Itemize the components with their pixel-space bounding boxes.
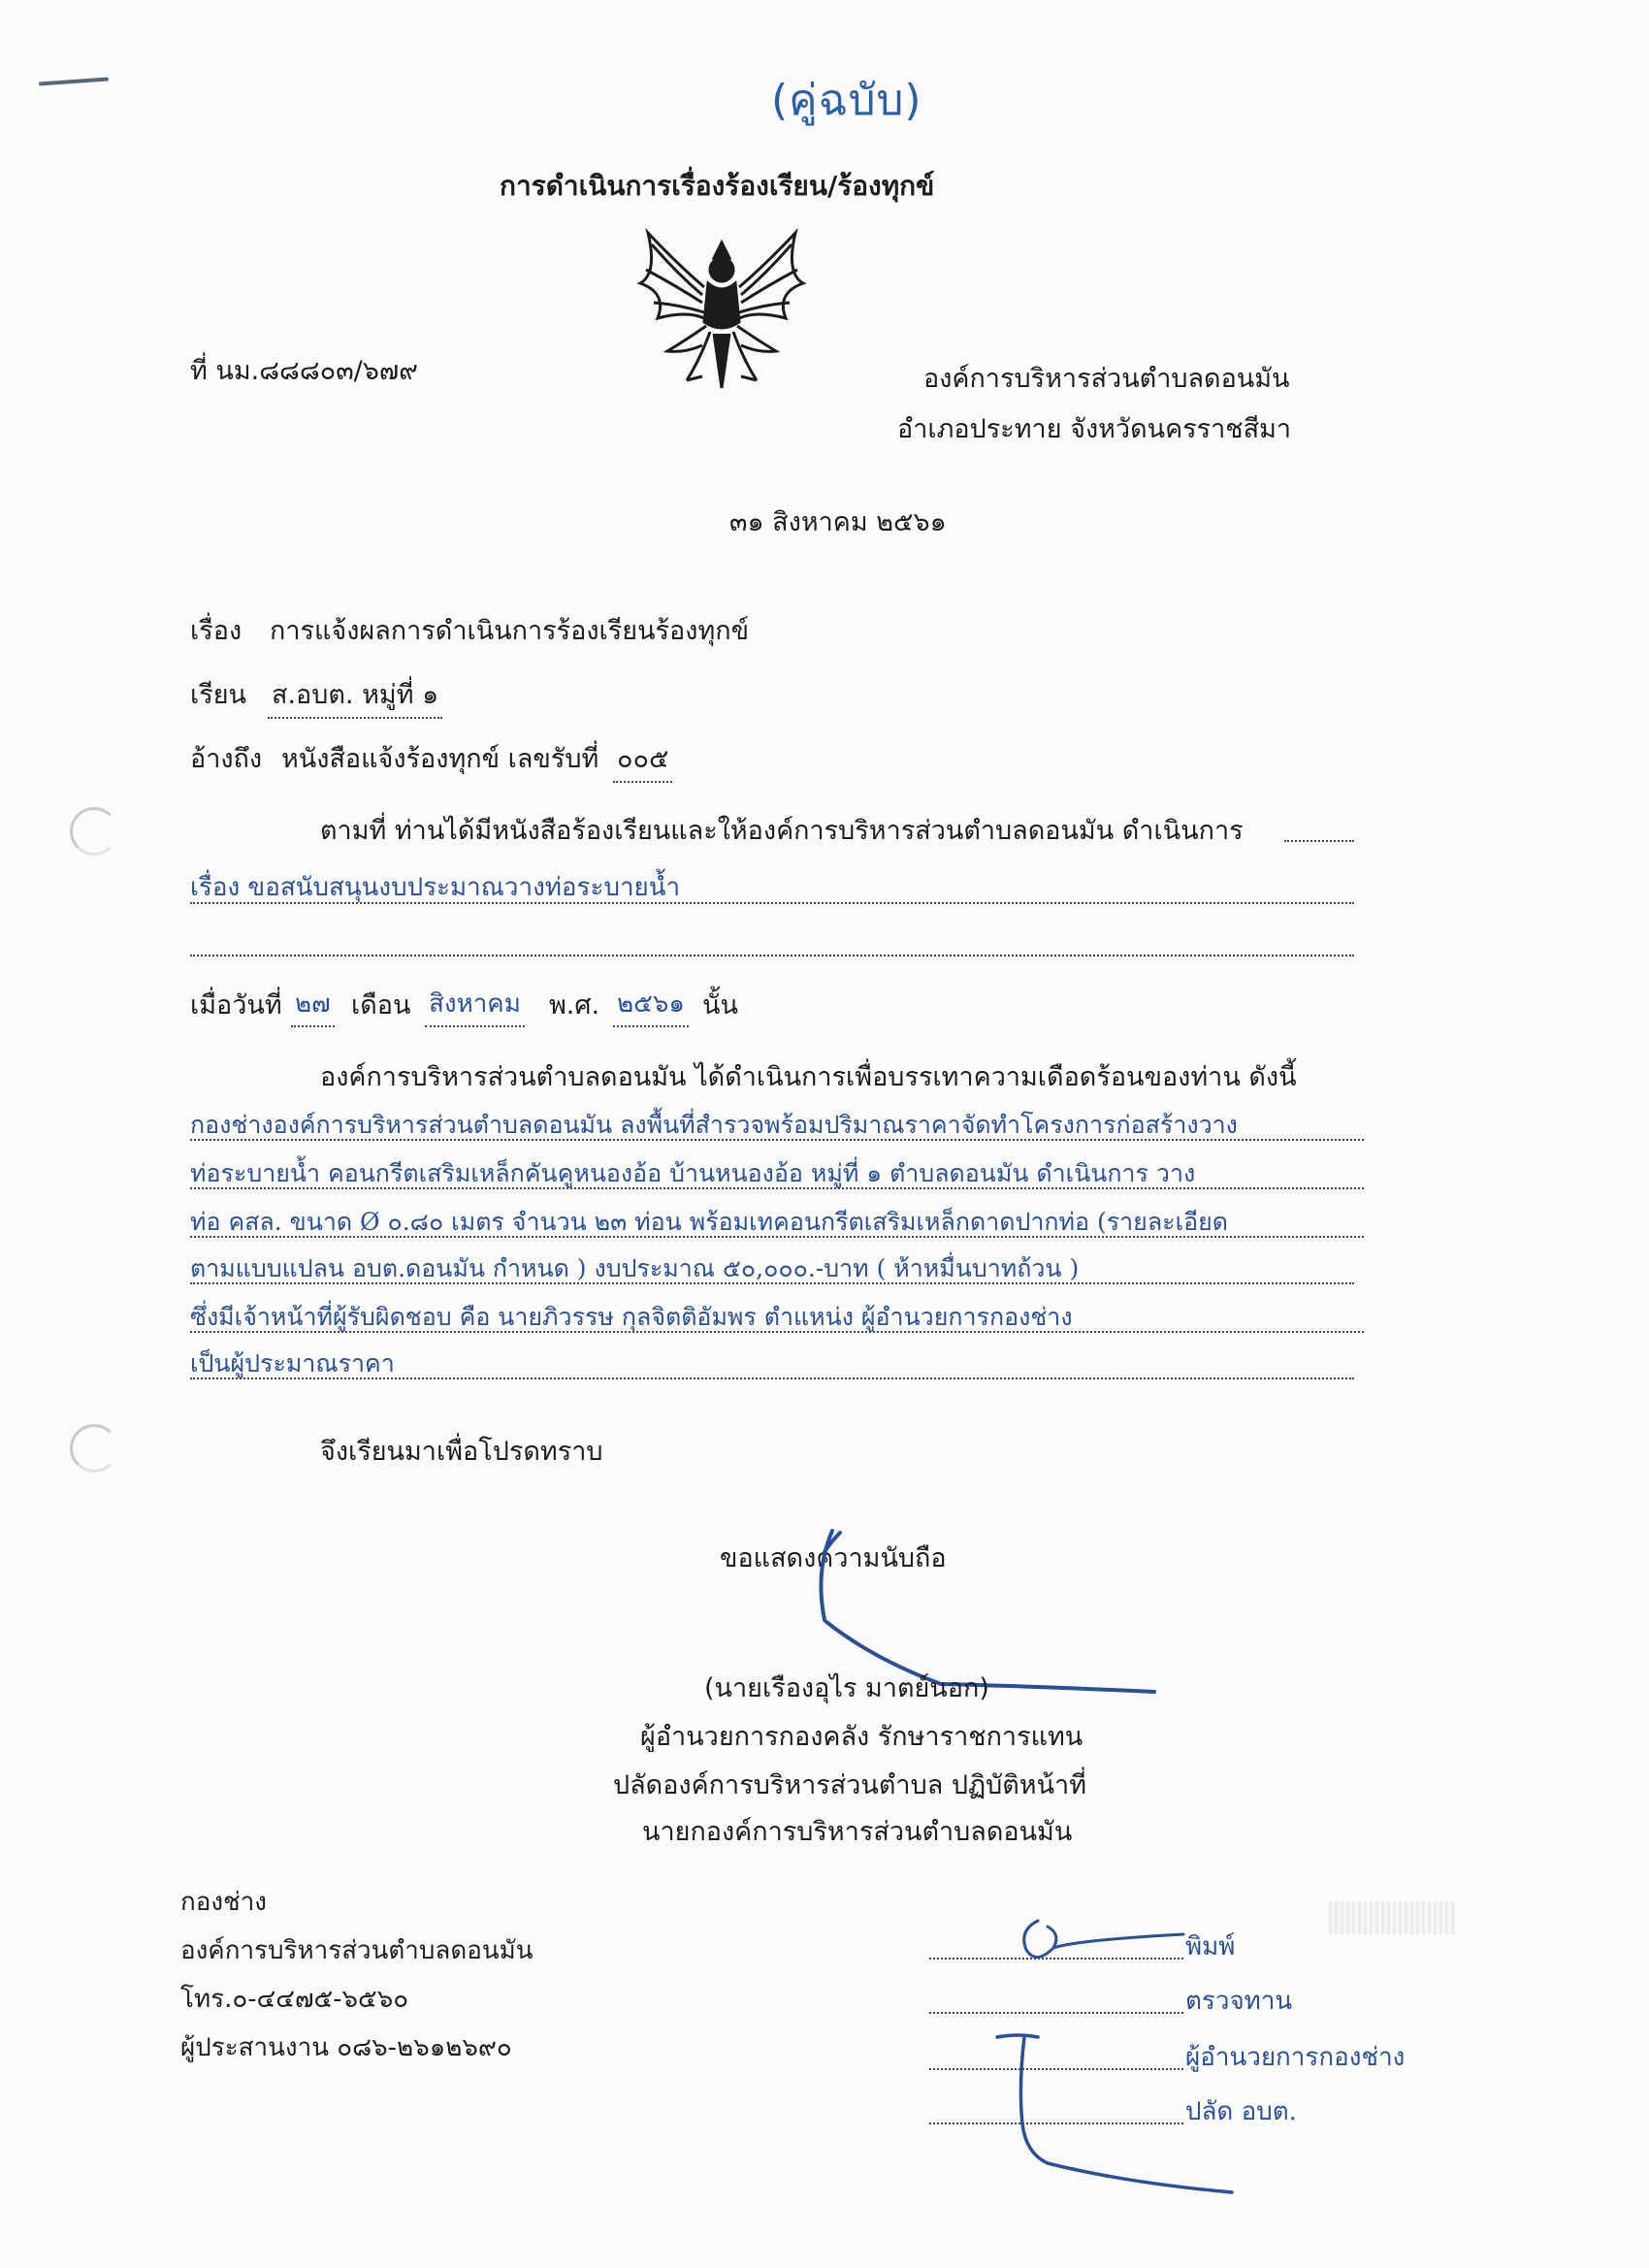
footer-coordinator: ผู้ประสานงาน ๐๘๖-๒๖๑๒๖๙๐ (180, 2033, 512, 2062)
fill-line (1284, 840, 1354, 842)
paragraph-2-line-4: ท่อ คสล. ขนาด Ø ๐.๘๐ เมตร จำนวน ๒๓ ท่อน พร้อมเทคอนกรีตเสริมเหล็กดาดปากท่อ (รายละเอียด (190, 1208, 1229, 1236)
reference-label: อ้างถึง (190, 744, 263, 774)
garuda-emblem-icon (629, 225, 815, 392)
routing-label-clerk: ปลัด อบต. (1185, 2097, 1297, 2126)
footer-organization: องค์การบริหารส่วนตำบลดอนมัน (180, 1936, 534, 1965)
signer-position-3: นายกองค์การบริหารส่วนตำบลดอนมัน (642, 1817, 1073, 1847)
reference-number-field: ๐๐๕ (613, 737, 672, 783)
signer-position-2: ปลัดองค์การบริหารส่วนตำบล ปฏิบัติหน้าที่ (613, 1770, 1087, 1800)
punch-hole-top (70, 807, 118, 856)
letter-date: ๓๑ สิงหาคม ๒๕๖๑ (729, 507, 947, 537)
fill-line (190, 1139, 1364, 1141)
fill-line (190, 1331, 1364, 1333)
punch-hole-bottom (70, 1424, 118, 1473)
scan-mark (39, 77, 109, 85)
fill-line (190, 1187, 1364, 1189)
subject-text: การแจ้งผลการดำเนินการร้องเรียนร้องทุกข์ (270, 616, 750, 646)
date-month-field: สิงหาคม (425, 984, 525, 1027)
paragraph-2-line-5: ตามแบบแปลน อบต.ดอนมัน กำหนด ) งบประมาณ ๕๐,๐๐๐.-บาท ( ห้าหมื่นบาทถ้วน ) (190, 1254, 1080, 1282)
paragraph-1-intro: ตามที่ ท่านได้มีหนังสือร้องเรียนและให้องค์การบริหารส่วนตำบลดอนมัน ดำเนินการ (320, 816, 1244, 846)
routing-label-checked: ตรวจทาน (1185, 1987, 1293, 2016)
paragraph-2-line-2: กองช่างองค์การบริหารส่วนตำบลดอนมัน ลงพื้นที่สำรวจพร้อมปริมาณราคาจัดทำโครงการก่อสร้างวาง (190, 1111, 1238, 1139)
routing-label-typed: พิมพ์ (1185, 1932, 1236, 1961)
stamp-residue (1329, 1901, 1455, 1934)
footer-telephone: โทร.๐-๔๔๗๕-๖๕๖๐ (180, 1985, 409, 2014)
month-label: เดือน (351, 990, 411, 1021)
paragraph-1-end: นั้น (702, 990, 738, 1021)
date-label: เมื่อวันที่ (190, 990, 282, 1021)
fill-line (190, 1236, 1364, 1238)
recipient-label: เรียน (190, 680, 247, 710)
routing-label-director: ผู้อำนวยการกองช่าง (1185, 2043, 1406, 2072)
paragraph-2-line-7: เป็นผู้ประมาณราคา (190, 1349, 395, 1377)
date-day-field: ๒๗ (291, 984, 335, 1027)
recipient-field: ส.อบต. หมู่ที่ ๑ (268, 673, 442, 719)
fill-line (190, 955, 1354, 956)
footer-department: กองช่าง (180, 1888, 267, 1917)
paragraph-2-line-1: องค์การบริหารส่วนตำบลดอนมัน ได้ดำเนินการเพื่อบรรเทาความเดือดร้อนของท่าน ดังนี้ (320, 1062, 1297, 1092)
paragraph-2-line-3: ท่อระบายน้ำ คอนกรีตเสริมเหล็กคันคูหนองอ้อ บ้านหนองอ้อ หมู่ที่ ๑ ตำบลดอนมัน ดำเนินการ วาง (190, 1159, 1196, 1187)
paragraph-1-topic: เรื่อง ขอสนับสนุนงบประมาณวางท่อระบายน้ำ (190, 873, 681, 902)
paragraph-2-line-6: ซึ่งมีเจ้าหน้าที่ผู้รับผิดชอบ คือ นายภิวรรษ กุลจิตติอัมพร ตำแหน่ง ผู้อำนวยการกองช่าง (190, 1303, 1073, 1331)
fill-line (190, 1377, 1354, 1379)
fill-line (190, 902, 1354, 904)
fill-line (190, 1282, 1354, 1284)
subject-label: เรื่อง (190, 616, 242, 646)
signer-position-1: ผู้อำนวยการกองคลัง รักษาราชการแทน (640, 1722, 1083, 1752)
reference-number: ที่ นม.๘๘๘๐๓/๖๗๙ (190, 356, 418, 386)
year-label: พ.ศ. (549, 990, 600, 1021)
sender-organization: องค์การบริหารส่วนตำบลดอนมัน (923, 364, 1290, 394)
date-year-field: ๒๕๖๑ (613, 984, 689, 1027)
closing-request: จึงเรียนมาเพื่อโปรดทราบ (320, 1437, 603, 1467)
copy-stamp: (คู่ฉบับ) (771, 76, 922, 125)
reference-text: หนังสือแจ้งร้องทุกข์ เลขรับที่ (281, 744, 599, 774)
closing-phrase: ขอแสดงความนับถือ (720, 1543, 947, 1573)
routing-initials (980, 1892, 1271, 2202)
signer-name: (นายเรืองอุไร มาตย์นอก) (704, 1673, 989, 1703)
page-title: การดำเนินการเรื่องร้องเรียน/ร้องทุกข์ (500, 170, 935, 202)
sender-address: อำเภอประทาย จังหวัดนครราชสีมา (897, 414, 1292, 444)
